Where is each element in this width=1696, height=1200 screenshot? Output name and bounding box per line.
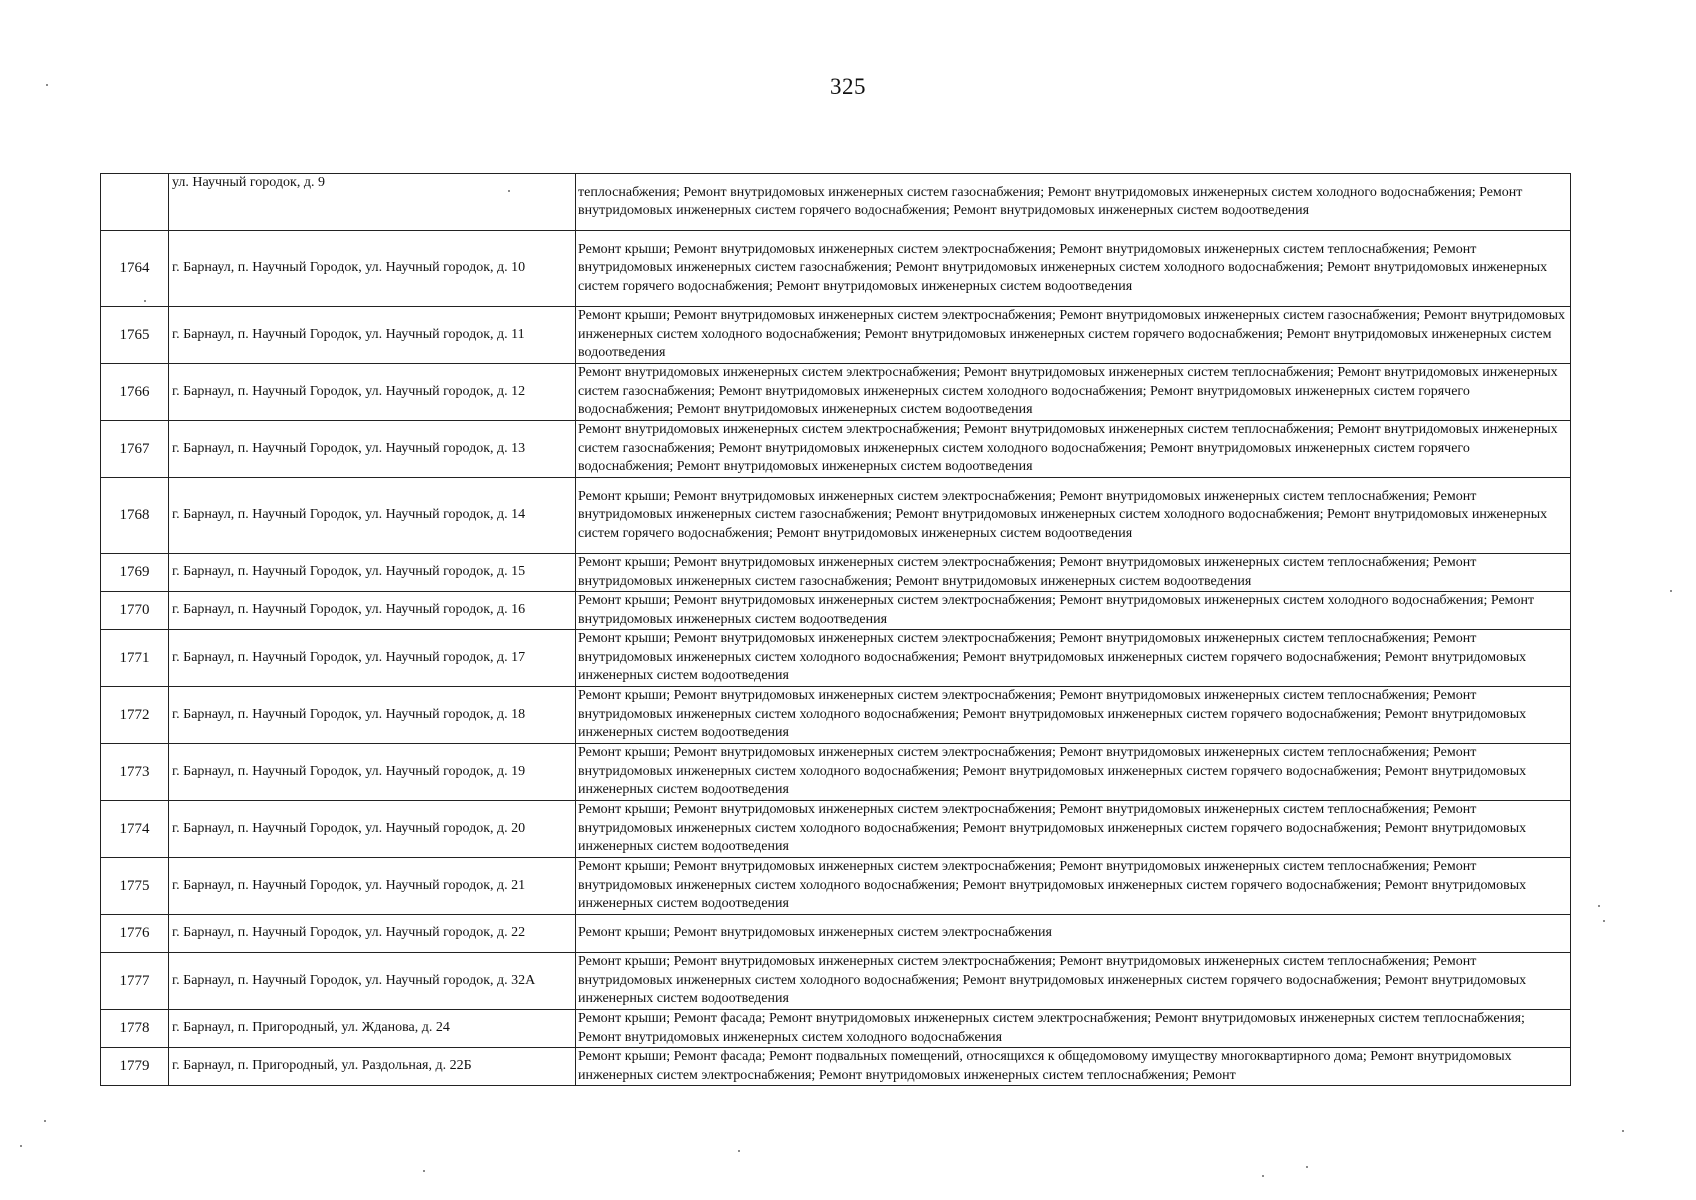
row-number: 1768 bbox=[101, 478, 169, 554]
row-works: Ремонт крыши; Ремонт внутридомовых инженерных систем электроснабжения; Ремонт внутридомовых инженерных систем теплоснабжения; Ремонт внутридомовых инженерных систем холодного водоснабжения; Ремонт внутридомовых инженерных систем горячего водоснабжения; Ремонт внутридомовых инженерных систем водоотведения bbox=[576, 953, 1571, 1010]
scan-speck bbox=[1603, 920, 1605, 922]
row-address: г. Барнаул, п. Пригородный, ул. Жданова, д. 24 bbox=[169, 1010, 576, 1048]
table-row bbox=[101, 744, 1571, 801]
row-works: Ремонт крыши; Ремонт внутридомовых инженерных систем электроснабжения; Ремонт внутридомовых инженерных систем теплоснабжения; Ремонт внутридомовых инженерных систем холодного водоснабжения; Ремонт внутридомовых инженерных систем горячего водоснабжения; Ремонт внутридомовых инженерных систем водоотведения bbox=[576, 744, 1571, 801]
table-row bbox=[101, 364, 1571, 421]
row-number: 1774 bbox=[101, 801, 169, 858]
row-address: г. Барнаул, п. Научный Городок, ул. Научный городок, д. 21 bbox=[169, 858, 576, 915]
row-works: Ремонт крыши; Ремонт внутридомовых инженерных систем электроснабжения; Ремонт внутридомовых инженерных систем холодного водоснабжения; Ремонт внутридомовых инженерных систем водоотведения bbox=[576, 592, 1571, 630]
row-works: Ремонт крыши; Ремонт внутридомовых инженерных систем электроснабжения; Ремонт внутридомовых инженерных систем газоснабжения; Ремонт внутридомовых инженерных систем холодного водоснабжения; Ремонт внутридомовых инженерных систем горячего водоснабжения; Ремонт внутридомовых инженерных систем водоотведения bbox=[576, 307, 1571, 364]
scan-speck bbox=[1670, 590, 1672, 592]
row-works: Ремонт внутридомовых инженерных систем электроснабжения; Ремонт внутридомовых инженерных систем теплоснабжения; Ремонт внутридомовых инженерных систем газоснабжения; Ремонт внутридомовых инженерных систем холодного водоснабжения; Ремонт внутридомовых инженерных систем горячего водоснабжения; Ремонт внутридомовых инженерных систем водоотведения bbox=[576, 364, 1571, 421]
row-number: 1777 bbox=[101, 953, 169, 1010]
table-row bbox=[101, 1048, 1571, 1086]
row-number: 1770 bbox=[101, 592, 169, 630]
table-row bbox=[101, 421, 1571, 478]
row-address: г. Барнаул, п. Научный Городок, ул. Научный городок, д. 10 bbox=[169, 231, 576, 307]
table-row bbox=[101, 478, 1571, 554]
row-works: Ремонт крыши; Ремонт внутридомовых инженерных систем электроснабжения; Ремонт внутридомовых инженерных систем теплоснабжения; Ремонт внутридомовых инженерных систем газоснабжения; Ремонт внутридомовых инженерных систем холодного водоснабжения; Ремонт внутридомовых инженерных систем горячего водоснабжения; Ремонт внутридомовых инженерных систем водоотведения bbox=[576, 478, 1571, 554]
scan-speck bbox=[1598, 905, 1600, 907]
table-row bbox=[101, 953, 1571, 1010]
table-row bbox=[101, 174, 1571, 231]
page-number: 325 bbox=[830, 74, 866, 99]
scan-speck bbox=[508, 190, 510, 192]
row-address: г. Барнаул, п. Научный Городок, ул. Научный городок, д. 11 bbox=[169, 307, 576, 364]
row-address: ул. Научный городок, д. 9 bbox=[169, 174, 576, 231]
table-row bbox=[101, 1010, 1571, 1048]
row-address: г. Барнаул, п. Научный Городок, ул. Научный городок, д. 18 bbox=[169, 687, 576, 744]
row-number: 1775 bbox=[101, 858, 169, 915]
row-number: 1769 bbox=[101, 554, 169, 592]
row-number: 1766 bbox=[101, 364, 169, 421]
row-address: г. Барнаул, п. Научный Городок, ул. Научный городок, д. 13 bbox=[169, 421, 576, 478]
row-works: Ремонт крыши; Ремонт внутридомовых инженерных систем электроснабжения; Ремонт внутридомовых инженерных систем теплоснабжения; Ремонт внутридомовых инженерных систем газоснабжения; Ремонт внутридомовых инженерных систем холодного водоснабжения; Ремонт внутридомовых инженерных систем горячего водоснабжения; Ремонт внутридомовых инженерных систем водоотведения bbox=[576, 231, 1571, 307]
row-works: теплоснабжения; Ремонт внутридомовых инженерных систем газоснабжения; Ремонт внутридомовых инженерных систем холодного водоснабжения; Ремонт внутридомовых инженерных систем горячего водоснабжения; Ремонт внутридомовых инженерных систем водоотведения bbox=[576, 174, 1571, 231]
row-address: г. Барнаул, п. Научный Городок, ул. Научный городок, д. 17 bbox=[169, 630, 576, 687]
table-row bbox=[101, 687, 1571, 744]
row-number: 1776 bbox=[101, 915, 169, 953]
row-works: Ремонт крыши; Ремонт внутридомовых инженерных систем электроснабжения; Ремонт внутридомовых инженерных систем теплоснабжения; Ремонт внутридомовых инженерных систем газоснабжения; Ремонт внутридомовых инженерных систем водоотведения bbox=[576, 554, 1571, 592]
table-row bbox=[101, 630, 1571, 687]
row-address: г. Барнаул, п. Пригородный, ул. Раздольная, д. 22Б bbox=[169, 1048, 576, 1086]
row-address: г. Барнаул, п. Научный Городок, ул. Научный городок, д. 12 bbox=[169, 364, 576, 421]
table-row bbox=[101, 915, 1571, 953]
scan-speck bbox=[20, 1145, 22, 1147]
row-works: Ремонт внутридомовых инженерных систем электроснабжения; Ремонт внутридомовых инженерных систем теплоснабжения; Ремонт внутридомовых инженерных систем газоснабжения; Ремонт внутридомовых инженерных систем холодного водоснабжения; Ремонт внутридомовых инженерных систем горячего водоснабжения; Ремонт внутридомовых инженерных систем водоотведения bbox=[576, 421, 1571, 478]
table-row bbox=[101, 801, 1571, 858]
scan-speck bbox=[1262, 1175, 1264, 1177]
scan-speck bbox=[46, 84, 48, 86]
table-row bbox=[101, 554, 1571, 592]
scan-speck bbox=[1622, 1130, 1624, 1132]
scan-speck bbox=[423, 1170, 425, 1172]
row-works: Ремонт крыши; Ремонт внутридомовых инженерных систем электроснабжения; Ремонт внутридомовых инженерных систем теплоснабжения; Ремонт внутридомовых инженерных систем холодного водоснабжения; Ремонт внутридомовых инженерных систем горячего водоснабжения; Ремонт внутридомовых инженерных систем водоотведения bbox=[576, 630, 1571, 687]
row-number: 1771 bbox=[101, 630, 169, 687]
row-works: Ремонт крыши; Ремонт фасада; Ремонт внутридомовых инженерных систем электроснабжения; Ремонт внутридомовых инженерных систем теплоснабжения; Ремонт внутридомовых инженерных систем холодного водоснабжения bbox=[576, 1010, 1571, 1048]
row-number: 1772 bbox=[101, 687, 169, 744]
row-address: г. Барнаул, п. Научный Городок, ул. Научный городок, д. 20 bbox=[169, 801, 576, 858]
row-number: 1779 bbox=[101, 1048, 169, 1086]
works-table bbox=[100, 173, 1571, 1086]
row-number: 1767 bbox=[101, 421, 169, 478]
row-address: г. Барнаул, п. Научный Городок, ул. Научный городок, д. 32А bbox=[169, 953, 576, 1010]
table-row bbox=[101, 231, 1571, 307]
scan-speck bbox=[1306, 1166, 1308, 1168]
row-works: Ремонт крыши; Ремонт внутридомовых инженерных систем электроснабжения; Ремонт внутридомовых инженерных систем теплоснабжения; Ремонт внутридомовых инженерных систем холодного водоснабжения; Ремонт внутридомовых инженерных систем горячего водоснабжения; Ремонт внутридомовых инженерных систем водоотведения bbox=[576, 858, 1571, 915]
scan-speck bbox=[738, 1150, 740, 1152]
row-number: 1764 bbox=[101, 231, 169, 307]
table-row bbox=[101, 858, 1571, 915]
row-number: 1765 bbox=[101, 307, 169, 364]
row-address: г. Барнаул, п. Научный Городок, ул. Научный городок, д. 14 bbox=[169, 478, 576, 554]
scan-speck bbox=[44, 1120, 46, 1122]
row-address: г. Барнаул, п. Научный Городок, ул. Научный городок, д. 16 bbox=[169, 592, 576, 630]
row-address: г. Барнаул, п. Научный Городок, ул. Научный городок, д. 22 bbox=[169, 915, 576, 953]
scan-speck bbox=[144, 300, 146, 302]
row-works: Ремонт крыши; Ремонт внутридомовых инженерных систем электроснабжения; Ремонт внутридомовых инженерных систем теплоснабжения; Ремонт внутридомовых инженерных систем холодного водоснабжения; Ремонт внутридомовых инженерных систем горячего водоснабжения; Ремонт внутридомовых инженерных систем водоотведения bbox=[576, 801, 1571, 858]
row-number: 1778 bbox=[101, 1010, 169, 1048]
row-works: Ремонт крыши; Ремонт фасада; Ремонт подвальных помещений, относящихся к общедомовому имуществу многоквартирного дома; Ремонт внутридомовых инженерных систем электроснабжения; Ремонт внутридомовых инженерных систем теплоснабжения; Ремонт bbox=[576, 1048, 1571, 1086]
row-address: г. Барнаул, п. Научный Городок, ул. Научный городок, д. 19 bbox=[169, 744, 576, 801]
row-works: Ремонт крыши; Ремонт внутридомовых инженерных систем электроснабжения bbox=[576, 915, 1571, 953]
row-address: г. Барнаул, п. Научный Городок, ул. Научный городок, д. 15 bbox=[169, 554, 576, 592]
row-number bbox=[101, 174, 169, 231]
table-row bbox=[101, 307, 1571, 364]
row-works: Ремонт крыши; Ремонт внутридомовых инженерных систем электроснабжения; Ремонт внутридомовых инженерных систем теплоснабжения; Ремонт внутридомовых инженерных систем холодного водоснабжения; Ремонт внутридомовых инженерных систем горячего водоснабжения; Ремонт внутридомовых инженерных систем водоотведения bbox=[576, 687, 1571, 744]
table-row bbox=[101, 592, 1571, 630]
row-number: 1773 bbox=[101, 744, 169, 801]
